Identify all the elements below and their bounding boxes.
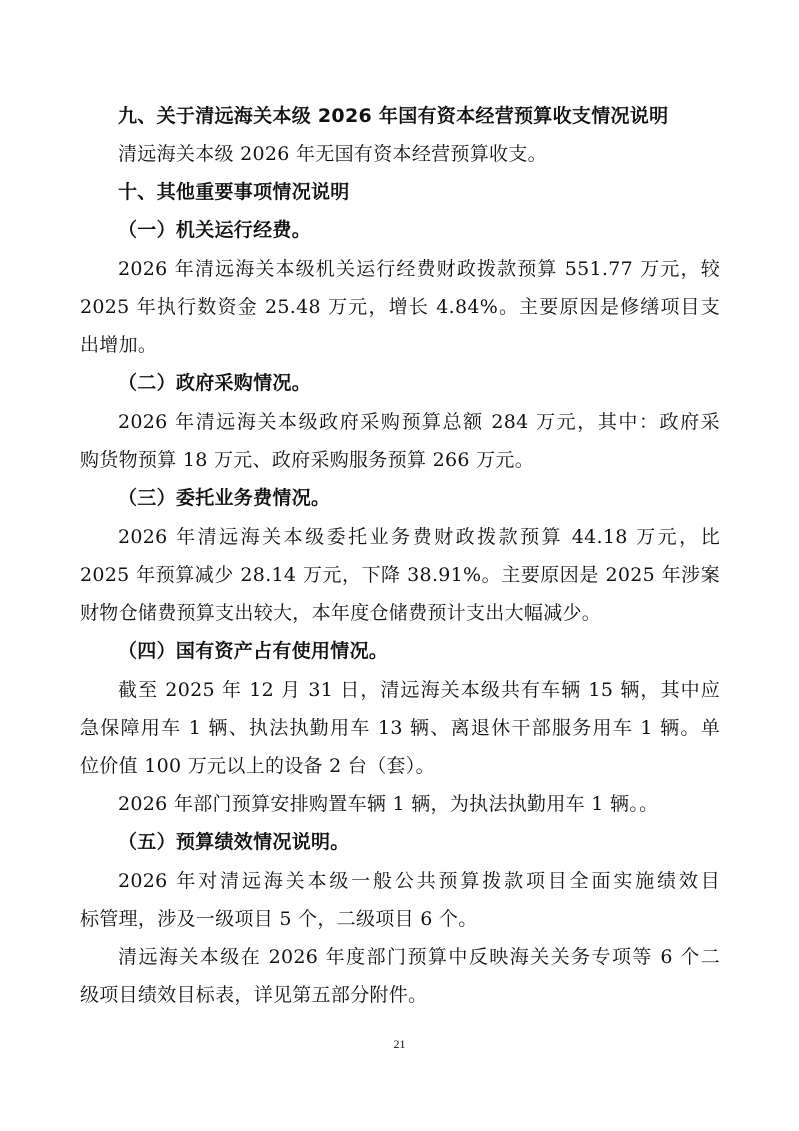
paragraph-line: 出增加。 — [80, 334, 158, 356]
paragraph-line: 标管理，涉及一级项目 5 个，二级项目 6 个。 — [80, 908, 478, 930]
paragraph-line: 2026 年对清远海关本级一般公共预算拨款项目全面实施绩效目 — [118, 870, 720, 892]
paragraph-line: 位价值 100 万元以上的设备 2 台（套）。 — [80, 755, 435, 777]
subsection-4-heading: （四）国有资产占有使用情况。 — [118, 640, 389, 662]
page-number: 21 — [393, 1037, 406, 1051]
paragraph-line: 2025 年执行数资金 25.48 万元，增长 4.84%。主要原因是修缮项目支 — [80, 296, 720, 318]
paragraph-line: 2026 年部门预算安排购置车辆 1 辆，为执法执勤用车 1 辆。。 — [118, 793, 659, 815]
section-9-heading: 九、关于清远海关本级 2026 年国有资本经营预算收支情况说明 — [118, 105, 669, 127]
section-9-text: 清远海关本级 2026 年无国有资本经营预算收支。 — [118, 143, 547, 165]
paragraph-line: 截至 2025 年 12 月 31 日，清远海关本级共有车辆 15 辆，其中应 — [118, 679, 720, 701]
subsection-5-heading: （五）预算绩效情况说明。 — [118, 831, 350, 853]
subsection-3-heading: （三）委托业务费情况。 — [118, 487, 331, 509]
section-10-heading: 十、其他重要事项情况说明 — [118, 181, 350, 203]
subsection-2-heading: （二）政府采购情况。 — [118, 372, 312, 394]
paragraph-line: 2026 年清远海关本级政府采购预算总额 284 万元，其中：政府采 — [118, 411, 720, 433]
paragraph-line: 急保障用车 1 辆、执法执勤用车 13 辆、离退休干部服务用车 1 辆。单 — [80, 717, 720, 739]
paragraph-line: 清远海关本级在 2026 年度部门预算中反映海关关务专项等 6 个二 — [118, 946, 720, 968]
paragraph-line: 2026 年清远海关本级委托业务费财政拨款预算 44.18 万元，比 — [118, 526, 720, 548]
paragraph-line: 财物仓储费预算支出较大，本年度仓储费预计支出大幅减少。 — [80, 602, 602, 624]
subsection-1-heading: （一）机关运行经费。 — [118, 219, 312, 241]
paragraph-line: 2026 年清远海关本级机关运行经费财政拨款预算 551.77 万元，较 — [118, 258, 720, 280]
paragraph-line: 购货物预算 18 万元、政府采购服务预算 266 万元。 — [80, 449, 535, 471]
paragraph-line: 2025 年预算减少 28.14 万元，下降 38.91%。主要原因是 2025 年涉案 — [80, 564, 720, 586]
paragraph-line: 级项目绩效目标表，详见第五部分附件。 — [80, 984, 428, 1006]
